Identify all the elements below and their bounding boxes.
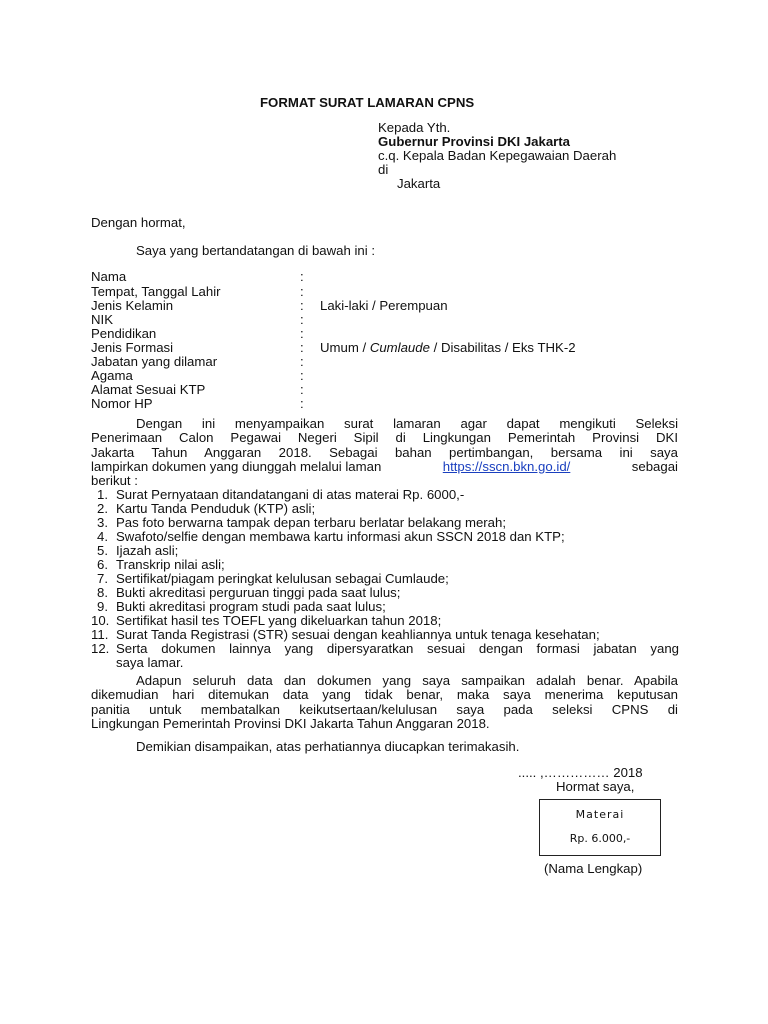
field-label: Jabatan yang dilamar [91,354,218,369]
field-colon: : [300,340,304,355]
list-number: 5. [97,543,108,558]
field-alamat [91,383,691,397]
paragraph-line: Adapun seluruh data dan dokumen yang saya sampaikan adalah benar. Apabila [136,673,678,688]
list-text: Serta dokumen lainnya yang dipersyaratkan sesuai dengan formasi jabatan yang [116,641,679,656]
paragraph-line: panitia untuk membatalkan keikutsertaan/kelulusan saya pada seleksi CPNS di [91,701,678,717]
list-text: Surat Tanda Registrasi (STR) sesuai dengan keahliannya untuk tenaga kesehatan; [116,627,600,642]
date-line: ..... ,…………… 2018 [518,765,643,780]
field-label: Alamat Sesuai KTP [91,382,206,397]
list-number: 4. [97,529,108,544]
list-text: saya lamar. [116,655,184,670]
regards: Hormat saya, [556,779,635,794]
list-text: Sertifikat/piagam peringkat kelulusan sebagai Cumlaude; [116,571,449,586]
list-text: Swafoto/selfie dengan membawa kartu informasi akun SSCN 2018 dan KTP; [116,529,565,544]
field-label: Jenis Kelamin [91,298,174,313]
field-value [320,341,576,355]
paragraph-line: Dengan ini menyampaikan surat lamaran agar dapat mengikuti Seleksi [136,416,678,431]
field-value: Laki-laki / Perempuan [320,298,448,313]
field-nomor-hp [91,397,691,411]
list-text: Bukti akreditasi perguruan tinggi pada saat lulus; [116,585,401,600]
recipient-line-3: c.q. Kepala Badan Kepegawaian Daerah [378,148,617,163]
field-jenis-kelamin [91,299,691,313]
list-text: Ijazah asli; [116,543,179,558]
recipient-line-1: Kepada Yth. [378,120,451,135]
paragraph-line: Jakarta Tahun Anggaran 2018. Sebagai bahan pertimbangan, bersama ini saya [91,444,678,460]
field-pendidikan [91,327,691,341]
list-number: 7. [97,571,108,586]
paragraph-line: Lingkungan Pemerintah Provinsi DKI Jakarta Tahun Anggaran 2018. [91,715,490,731]
paragraph-line-text: sebagai [631,458,678,474]
field-colon: : [300,396,304,411]
paragraph-line: Penerimaan Calon Pegawai Negeri Sipil di Lingkungan Pemerintah Provinsi DKI [91,430,678,446]
paragraph-1 [91,417,678,488]
stamp-value: Rp. 6.000,- [569,832,631,845]
list-number: 9. [97,599,108,614]
recipient-line-5: Jakarta [397,176,441,191]
list-text: Bukti akreditasi program studi pada saat lulus; [116,599,386,614]
stamp-label: Materai [575,808,625,821]
field-nik [91,313,691,327]
field-colon: : [300,298,304,313]
field-colon: : [300,382,304,397]
field-label: Tempat, Tanggal Lahir [91,284,221,299]
paragraph-2 [91,674,678,731]
paragraph-line [91,460,678,474]
field-label: Nomor HP [91,396,153,411]
field-value-pre: Umum / [320,340,370,355]
field-nama [91,270,691,284]
field-value-post: / Disabilitas / Eks THK-2 [429,340,576,355]
paragraph-line: berikut : [91,473,138,489]
field-colon: : [300,326,304,341]
list-number: 8. [97,585,108,600]
field-label: NIK [91,312,113,327]
sscn-link[interactable]: https://sscn.bkn.go.id/ [442,458,571,474]
field-tempat-tanggal-lahir [91,285,691,299]
field-colon: : [300,269,304,284]
list-text: Pas foto berwarna tampak depan terbaru berlatar belakang merah; [116,515,506,530]
field-colon: : [300,368,304,383]
field-label: Agama [91,368,133,383]
closing-line: Demikian disampaikan, atas perhatiannya diucapkan terimakasih. [136,739,520,754]
greeting: Dengan hormat, [91,215,186,230]
field-colon: : [300,284,304,299]
list-number: 2. [97,501,108,516]
list-number: 3. [97,515,108,530]
paragraph-line: dikemudian hari ditemukan data yang tidak benar, maka saya menerima keputusan [91,687,678,703]
list-text: Surat Pernyataan ditandatangani di atas materai Rp. 6000,- [116,487,465,502]
field-colon: : [300,312,304,327]
field-colon: : [300,354,304,369]
paragraph-line-text: lampirkan dokumen yang diunggah melalui laman [91,458,382,474]
signature-name: (Nama Lengkap) [544,861,643,876]
list-number: 12. [91,641,110,656]
list-text: Kartu Tanda Penduduk (KTP) asli; [116,501,316,516]
list-text: Transkrip nilai asli; [116,557,225,572]
letter-title: FORMAT SURAT LAMARAN CPNS [260,95,475,110]
list-text: Sertifikat hasil tes TOEFL yang dikeluarkan tahun 2018; [116,613,442,628]
field-label: Jenis Formasi [91,340,174,355]
recipient-line-2: Gubernur Provinsi DKI Jakarta [378,134,571,149]
field-agama [91,369,691,383]
field-value-italic: Cumlaude [369,340,430,355]
list-number: 1. [97,487,108,502]
field-label: Pendidikan [91,326,157,341]
field-jabatan [91,355,691,369]
list-number: 10. [91,613,110,628]
list-number: 6. [97,557,108,572]
recipient-line-4: di [378,162,389,177]
materai-stamp-box [539,799,661,856]
list-number: 11. [91,627,109,642]
field-label: Nama [91,269,127,284]
field-jenis-formasi [91,341,691,355]
intro-line: Saya yang bertandatangan di bawah ini : [136,243,376,258]
